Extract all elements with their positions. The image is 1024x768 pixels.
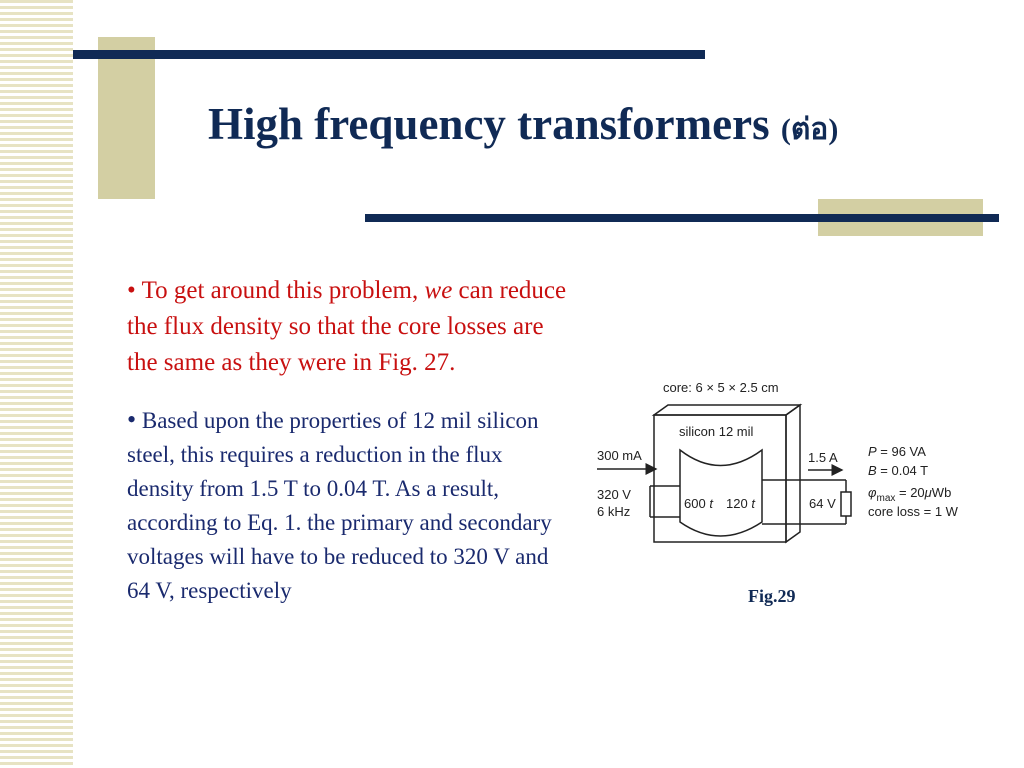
bullet-list [127,273,567,608]
input-voltage-label: 320 V [597,487,631,502]
load-resistor [841,492,851,516]
bullet-item-1 [127,273,567,381]
spec-power: P = 96 VA [868,444,926,459]
output-voltage-label: 64 V [809,496,836,511]
decorative-block-top [98,37,155,199]
core-label: core: 6 × 5 × 2.5 cm [663,380,779,395]
slide-title [208,98,838,153]
input-current-label: 300 mA [597,448,642,463]
output-current-label: 1.5 A [808,450,838,465]
primary-turns-label: 600 t [684,496,713,511]
core-side-face [786,405,800,542]
bullet-1-text-b: can reduce the flux density so that the core losses are the same as they were in Fig. 27. [127,277,567,376]
transformer-diagram [592,374,982,554]
bullet-1-text-a: To get around this problem, [141,277,425,304]
figure-caption: Fig.29 [748,586,796,606]
decorative-bar-top [73,50,705,59]
input-frequency-label: 6 kHz [597,504,631,519]
decorative-stripes [0,0,73,768]
bullet-1-emphasis: we [424,277,453,304]
title-text: High frequency transformers [208,99,770,149]
bullet-marker: • [127,277,136,304]
material-label: silicon 12 mil [679,424,754,439]
bullet-marker: • [127,405,137,434]
spec-flux-density: B = 0.04 T [868,463,929,478]
title-suffix: (ต่อ) [780,113,839,146]
bullet-2-text: Based upon the properties of 12 mil silicon steel, this requires a reduction in the flux density from 1.5 T to 0.04 T. As a result, according to Eq. 1. the primary and secondary voltages will have to be reduced to 320 V and 64 V, respectively [127,408,552,603]
spec-core-loss: core loss = 1 W [868,504,958,519]
bullet-item-2 [127,403,567,608]
secondary-turns-label: 120 t [726,496,755,511]
core-top-face [654,405,800,415]
winding-window [680,450,762,536]
spec-flux: $\varphi_{max} = 20\mu Wb$ [868,485,952,504]
decorative-bar-bottom [365,214,999,222]
